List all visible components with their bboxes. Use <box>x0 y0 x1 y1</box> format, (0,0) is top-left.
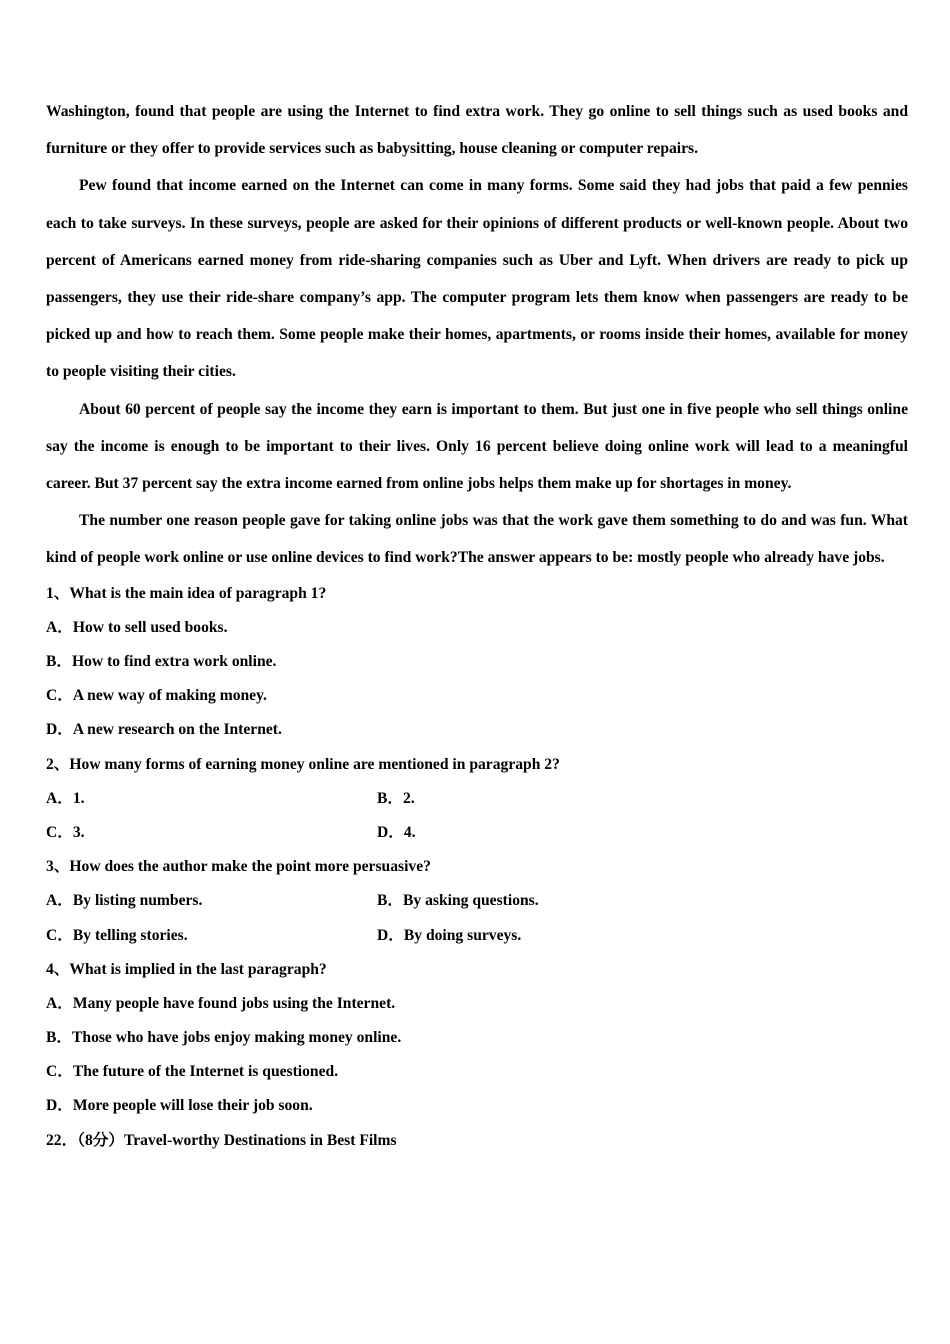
passage-paragraph-2: Pew found that income earned on the Internet can come in many forms. Some said they had jobs that paid a few pennies each to take surveys. In these surveys, people are asked for their opinions of different products or well-known people. About two percent of Americans earned money from ride-sharing companies such as Uber and Lyft. When drivers are ready to pick up passengers, they use their ride-share company’s app. The computer program lets them know when passengers are ready to be picked up and how to reach them. Some people make their homes, apartments, or rooms inside their homes, available for money to people visiting their cities. <box>46 177 908 381</box>
section-title: Travel-worthy Destinations in Best Films <box>123 1131 397 1149</box>
section-points: （8分） <box>77 1131 124 1149</box>
section-heading <box>46 1124 908 1158</box>
question-stem: 2、How many forms of earning money online are mentioned in paragraph 2? <box>46 755 560 773</box>
question-stem: 3、How does the author make the point more persuasive? <box>46 858 431 876</box>
option-a: A．By listing numbers. <box>46 892 203 910</box>
question-3 <box>46 850 908 953</box>
option-row <box>46 919 908 953</box>
option-c: C．By telling stories. <box>46 926 188 944</box>
option-a: A．How to sell used books. <box>46 618 228 636</box>
option-row <box>46 816 908 850</box>
document-page <box>46 93 908 1158</box>
option-c: C．A new way of making money. <box>46 687 267 705</box>
option-d: D．More people will lose their job soon. <box>46 1097 313 1115</box>
section-number: 22． <box>46 1131 78 1149</box>
question-4 <box>46 953 908 1124</box>
question-stem: 4、What is implied in the last paragraph? <box>46 960 327 978</box>
option-d: D．4. <box>377 823 416 841</box>
passage-paragraph-4: The number one reason people gave for taking online jobs was that the work gave them something to do and was fun. What kind of people work online or use online devices to find work?The answer appears to be: mostly people who already have jobs. <box>46 512 908 567</box>
option-b: B．By asking questions. <box>377 892 539 910</box>
question-stem: 1、What is the main idea of paragraph 1? <box>46 584 327 602</box>
option-d: D．By doing surveys. <box>377 926 522 944</box>
option-b: B．Those who have jobs enjoy making money online. <box>46 1029 402 1047</box>
option-a: A．Many people have found jobs using the Internet. <box>46 994 396 1012</box>
passage-paragraph-3: About 60 percent of people say the income they earn is important to them. But just one in five people who sell things online say the income is enough to be important to their lives. Only 16 percent believe doing online work will lead to a meaningful career. But 37 percent say the extra income earned from online jobs helps them make up for shortages in money. <box>46 400 908 493</box>
option-c: C．The future of the Internet is questioned. <box>46 1063 339 1081</box>
option-a: A．1. <box>46 789 85 807</box>
passage-paragraph-1: Washington, found that people are using the Internet to find extra work. They go online to sell things such as used books and furniture or they offer to provide services such as babysitting, house cleaning or computer repairs. <box>46 103 908 158</box>
question-2 <box>46 748 908 851</box>
option-row <box>46 884 908 918</box>
option-d: D．A new research on the Internet. <box>46 721 282 739</box>
option-row <box>46 782 908 816</box>
option-c: C．3. <box>46 823 85 841</box>
option-b: B．2. <box>377 789 415 807</box>
option-b: B．How to find extra work online. <box>46 653 277 671</box>
question-1 <box>46 577 908 748</box>
